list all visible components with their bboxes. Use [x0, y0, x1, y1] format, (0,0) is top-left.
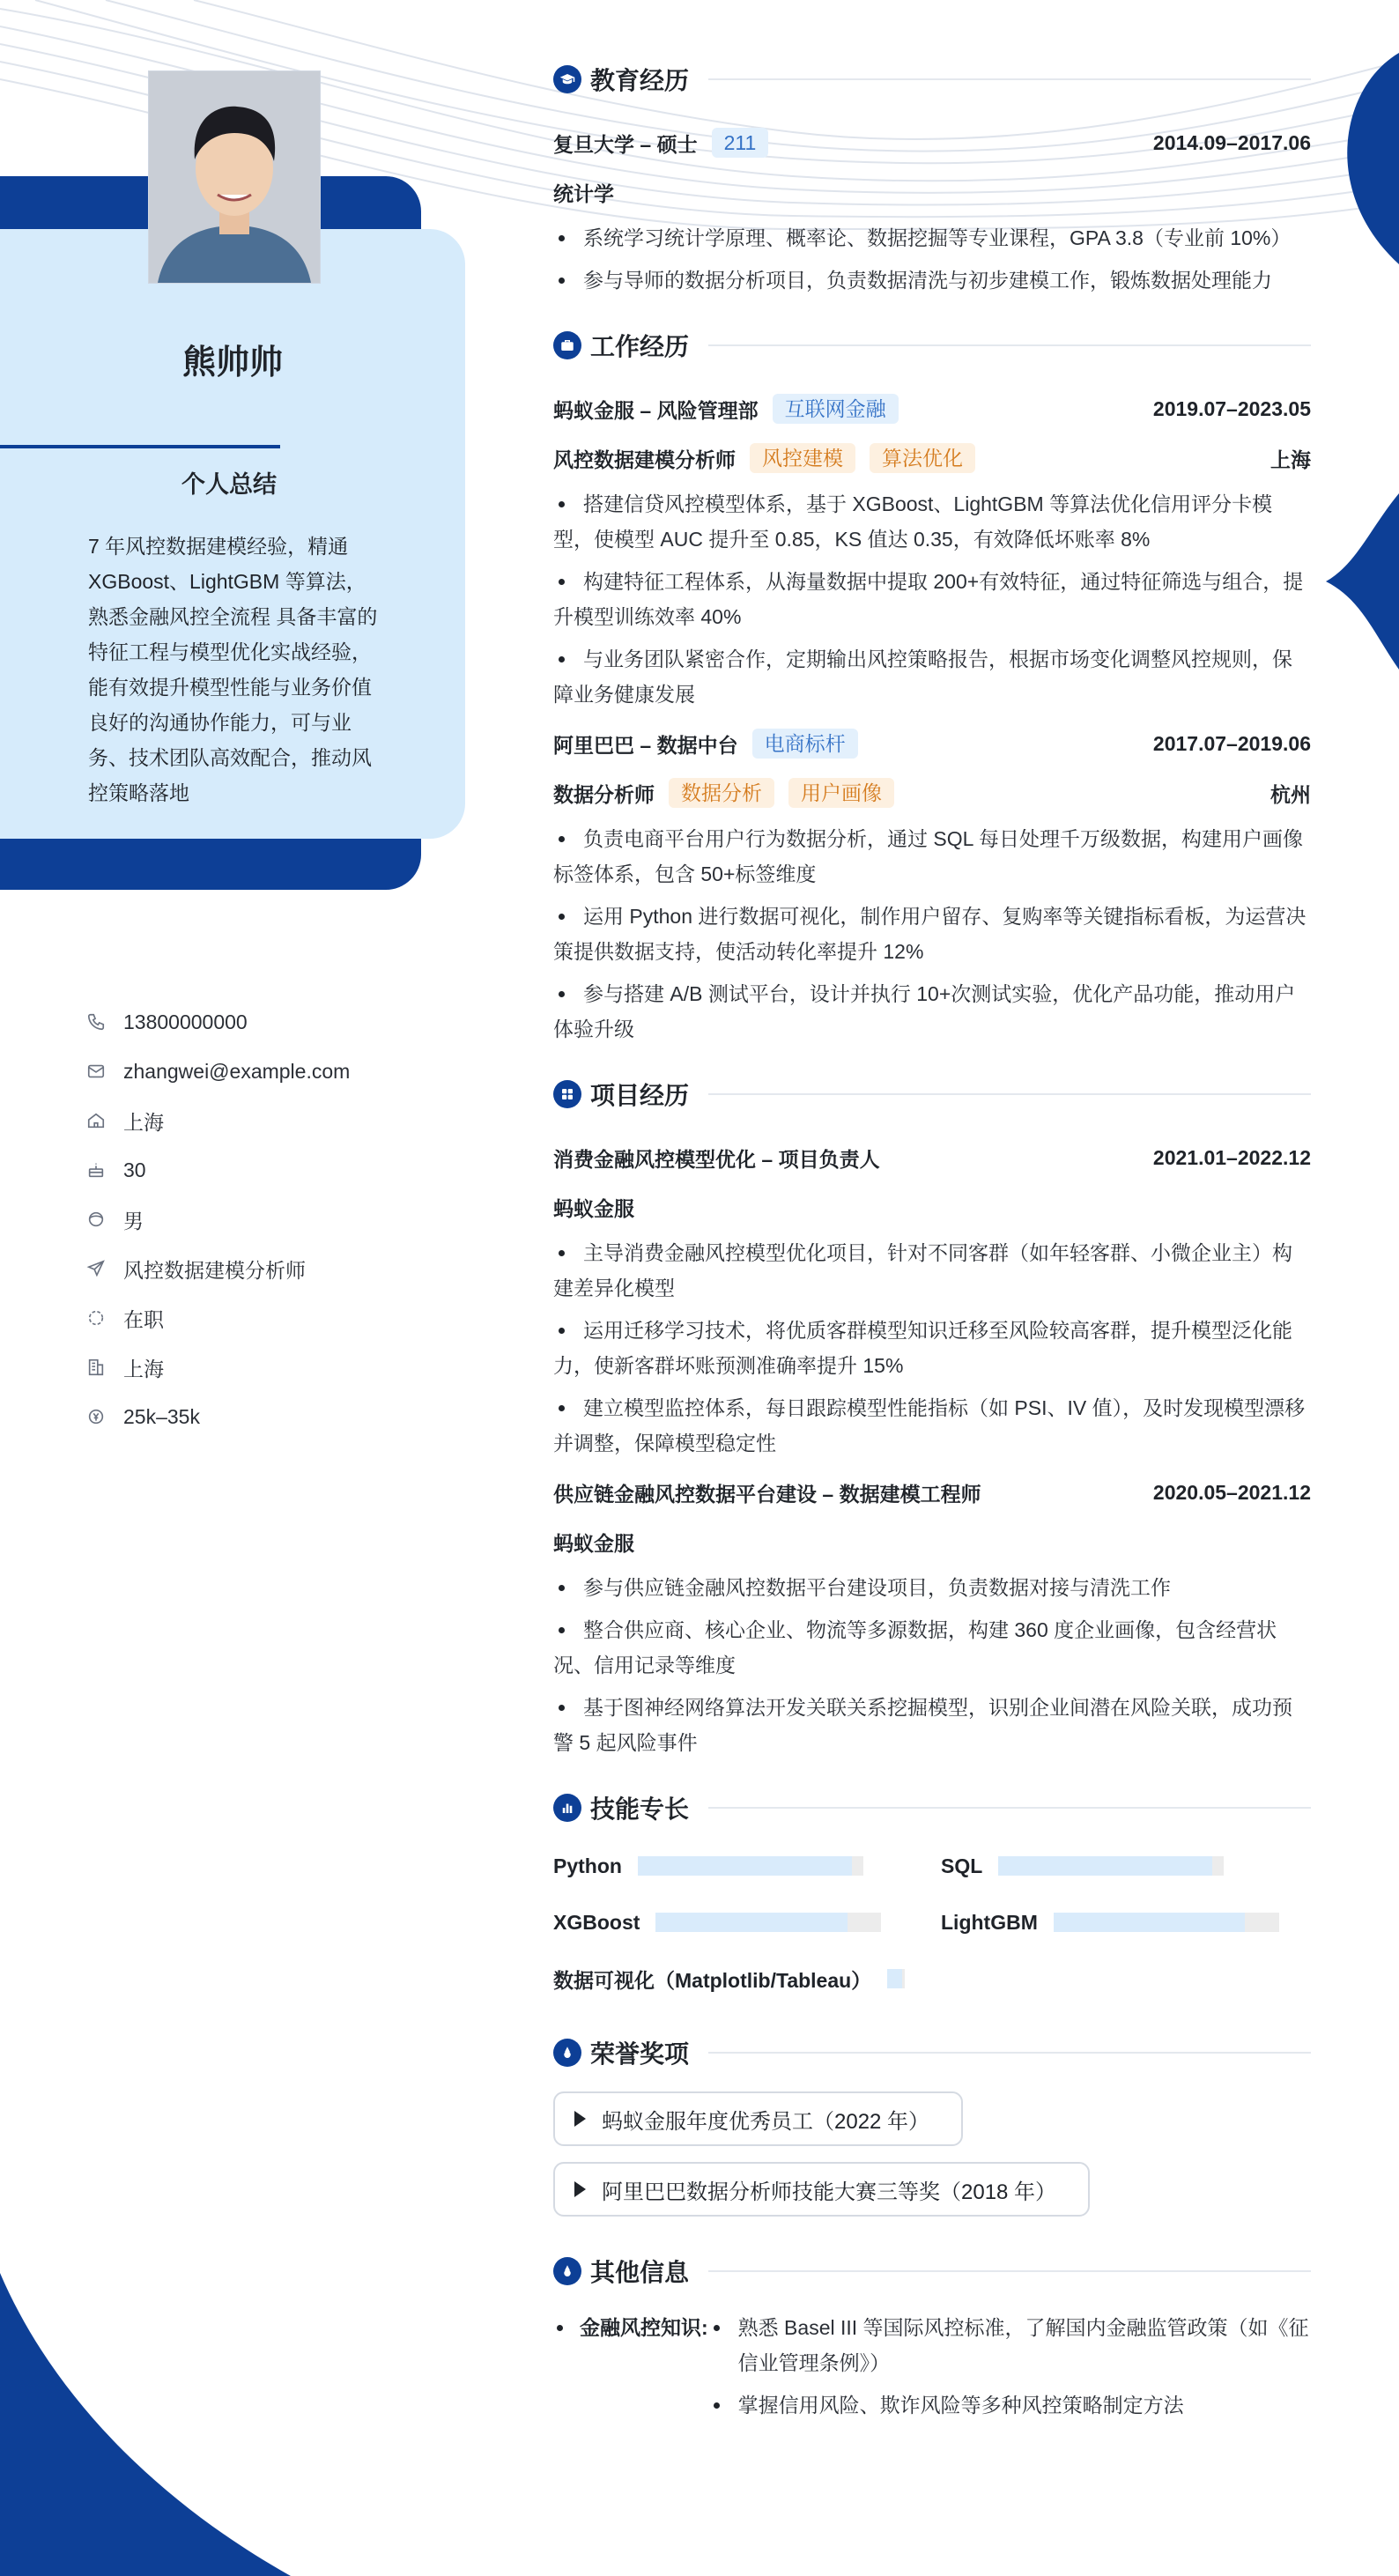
award-text: 阿里巴巴数据分析师技能大赛三等奖（2018 年）: [602, 2180, 1057, 2204]
section-header-other: [553, 2252, 1311, 2291]
section-rule: [708, 1093, 1311, 1095]
skill-item: [941, 1847, 1311, 1885]
list-item: 参与导师的数据分析项目，负责数据清洗与初步建模工作，锻炼数据处理能力: [553, 263, 1311, 298]
job-date: 2017.07–2019.06: [1152, 731, 1311, 755]
project-date: 2020.05–2021.12: [1152, 1480, 1311, 1504]
project-org-row: [553, 1517, 1311, 1566]
skill-bar: [887, 1969, 905, 1988]
skill-bar-fill: [887, 1969, 902, 1988]
list-item: 运用迁移学习技术，将优质客群模型知识迁移至风险较高客群，提升模型泛化能力，使新客群坏账预测准确率提升 15%: [553, 1313, 1311, 1383]
job-bullets: [553, 821, 1311, 1047]
info-value: 25k–35k: [123, 1404, 200, 1428]
section-header-work: [553, 326, 1311, 365]
industry-tag: 电商标杆: [752, 729, 858, 759]
info-position: [85, 1244, 350, 1293]
profile-photo: [148, 70, 321, 284]
info-phone: [85, 997, 350, 1047]
other-info: [553, 2310, 1311, 2430]
job-role: 数据分析师: [553, 782, 655, 806]
education-date: 2014.09–2017.06: [1152, 130, 1311, 154]
job-date: 2019.07–2023.05: [1152, 396, 1311, 420]
award-list: [553, 2091, 1311, 2232]
home-icon: [85, 1109, 107, 1132]
bar-chart-icon: [553, 1794, 581, 1822]
list-item: 参与搭建 A/B 测试平台，设计并执行 10+次测试实验，优化产品功能，推动用户体验升级: [553, 976, 1311, 1047]
skill-item: [553, 1847, 941, 1885]
contact-info-list: [85, 997, 350, 1441]
job-role-row: [553, 768, 1311, 818]
skill-bar: [638, 1856, 863, 1876]
skill-tag: 算法优化: [870, 443, 975, 473]
info-status: [85, 1293, 350, 1343]
info-value: 上海: [123, 1110, 164, 1134]
list-item: 构建特征工程体系，从海量数据中提取 200+有效特征，通过特征筛选与组合，提升模型训练效率 40%: [553, 564, 1311, 634]
education-major-row: [553, 167, 1311, 217]
school-name: 复旦大学 – 硕士: [553, 132, 698, 156]
send-icon: [85, 1257, 107, 1280]
info-work-city: [85, 1343, 350, 1392]
job-bullets: [553, 486, 1311, 712]
info-value: 男: [123, 1209, 144, 1232]
skill-bar-fill: [998, 1856, 1212, 1876]
job-company: 阿里巴巴 – 数据中台: [553, 733, 738, 757]
job-city: 上海: [1270, 448, 1311, 471]
info-salary: [85, 1392, 350, 1441]
section-header-skills: [553, 1788, 1311, 1827]
skill-tag: 数据分析: [669, 778, 774, 808]
job-role: 风控数据建模分析师: [553, 448, 736, 471]
project-date: 2021.01–2022.12: [1152, 1145, 1311, 1169]
list-item: 熟悉 Basel III 等国际风控标准，了解国内金融监管政策（如《征信业管理条例》）: [708, 2310, 1311, 2380]
project-header: [553, 1133, 1311, 1182]
job-company: 蚂蚁金服 – 风险管理部: [553, 398, 759, 422]
project-bullets: [553, 1235, 1311, 1461]
skills-grid: [553, 1847, 1311, 1998]
cake-icon: [85, 1158, 107, 1181]
skill-bar: [655, 1913, 881, 1932]
project-org-row: [553, 1182, 1311, 1232]
project-bullets: [553, 1570, 1311, 1760]
award-item: [553, 2091, 963, 2146]
section-title: 工作经历: [590, 333, 690, 360]
list-item: 基于图神经网络算法开发关联关系挖掘模型，识别企业间潜在风险关联，成功预警 5 起风险事件: [553, 1690, 1311, 1760]
skill-name: SQL: [941, 1854, 983, 1877]
project-org: 蚂蚁金服: [553, 1531, 634, 1555]
section-rule: [708, 2270, 1311, 2272]
skill-tag: 用户画像: [788, 778, 894, 808]
list-item: 整合供应商、核心企业、物流等多源数据，构建 360 度企业画像，包含经营状况、信用记录等维度: [553, 1612, 1311, 1683]
education-major: 统计学: [553, 181, 614, 205]
award-icon: [553, 2039, 581, 2067]
play-triangle-icon: [574, 2111, 586, 2127]
project-name: 供应链金融风控数据平台建设 – 数据建模工程师: [553, 1482, 981, 1506]
other-list: [708, 2310, 1311, 2430]
graduation-cap-icon: [553, 65, 581, 93]
info-value: 13800000000: [123, 1010, 248, 1033]
job-city: 杭州: [1270, 782, 1311, 806]
info-value: 上海: [123, 1357, 164, 1381]
section-title: 其他信息: [590, 2259, 690, 2286]
skill-tag: 风控建模: [750, 443, 855, 473]
play-triangle-icon: [574, 2181, 586, 2197]
skill-bar-fill: [655, 1913, 848, 1932]
grid-icon: [553, 1080, 581, 1108]
section-rule: [708, 344, 1311, 346]
job-role-row: [553, 433, 1311, 483]
list-item: 主导消费金融风控模型优化项目，针对不同客群（如年轻客群、小微企业主）构建差异化模型: [553, 1235, 1311, 1306]
project-header: [553, 1468, 1311, 1517]
section-title: 技能专长: [590, 1795, 690, 1823]
mail-icon: [85, 1060, 107, 1083]
phone-icon: [85, 1010, 107, 1033]
info-city: [85, 1096, 350, 1145]
list-item: 搭建信贷风控模型体系，基于 XGBoost、LightGBM 等算法优化信用评分卡模型，使模型 AUC 提升至 0.85，KS 值达 0.35，有效降低坏账率 8%: [553, 486, 1311, 557]
school-tag: 211: [712, 128, 769, 158]
skill-bar-fill: [638, 1856, 852, 1876]
building-icon: [85, 1356, 107, 1379]
section-rule: [708, 78, 1311, 80]
right-column: [553, 60, 1311, 2430]
project-name: 消费金融风控模型优化 – 项目负责人: [553, 1147, 880, 1171]
skill-name: 数据可视化（Matplotlib/Tableau）: [553, 1968, 872, 1992]
info-badge-icon: [553, 2257, 581, 2285]
profile-name: 熊帅帅: [181, 344, 283, 381]
award-text: 蚂蚁金服年度优秀员工（2022 年）: [602, 2109, 930, 2134]
section-rule: [708, 1807, 1311, 1809]
job-header: [553, 384, 1311, 433]
skill-bar: [998, 1856, 1224, 1876]
gender-icon: [85, 1208, 107, 1231]
status-icon: [85, 1307, 107, 1329]
skill-name: Python: [553, 1854, 622, 1877]
info-gender: [85, 1195, 350, 1244]
section-title: 项目经历: [590, 1082, 690, 1109]
info-value: 30: [123, 1158, 146, 1181]
list-item: 建立模型监控体系，每日跟踪模型性能指标（如 PSI、IV 值），及时发现模型漂移并调整，保障模型稳定性: [553, 1390, 1311, 1461]
list-item: 系统学习统计学原理、概率论、数据挖掘等专业课程，GPA 3.8（专业前 10%）: [553, 220, 1311, 255]
education-bullets: [553, 220, 1311, 298]
list-item: 与业务团队紧密合作，定期输出风控策略报告，根据市场变化调整风控规则，保障业务健康发展: [553, 641, 1311, 712]
info-email: [85, 1047, 350, 1096]
education-header: [553, 118, 1311, 167]
other-label: 金融风控知识:: [553, 2310, 708, 2430]
section-title: 荣誉奖项: [590, 2040, 690, 2068]
list-item: 掌握信用风险、欺诈风险等多种风控策略制定方法: [708, 2387, 1311, 2423]
salary-icon: [85, 1405, 107, 1428]
award-item: [553, 2162, 1090, 2217]
skill-name: LightGBM: [941, 1910, 1038, 1934]
skill-bar-fill: [1054, 1913, 1246, 1932]
section-title: 教育经历: [590, 67, 690, 94]
info-age: [85, 1145, 350, 1195]
project-org: 蚂蚁金服: [553, 1196, 634, 1220]
section-header-awards: [553, 2033, 1311, 2072]
section-header-education: [553, 60, 1311, 99]
industry-tag: 互联网金融: [773, 394, 899, 424]
info-value: 风控数据建模分析师: [123, 1258, 306, 1282]
summary-text: 7 年风控数据建模经验，精通 XGBoost、LightGBM 等算法，熟悉金融风控全流程 具备丰富的特征工程与模型优化实战经验，能有效提升模型性能与业务价值 良好的沟通协作能力，可与业务、技术团队高效配合，推动风控策略落地: [88, 535, 378, 804]
section-rule: [708, 2052, 1311, 2054]
skill-item: [553, 1903, 941, 1942]
list-item: 运用 Python 进行数据可视化，制作用户留存、复购率等关键指标看板，为运营决策提供数据支持，使活动转化率提升 12%: [553, 899, 1311, 969]
summary-title: 个人总结: [181, 471, 277, 498]
briefcase-icon: [553, 331, 581, 359]
list-item: 负责电商平台用户行为数据分析，通过 SQL 每日处理千万级数据，构建用户画像标签体系，包含 50+标签维度: [553, 821, 1311, 892]
list-item: 参与供应链金融风控数据平台建设项目，负责数据对接与清洗工作: [553, 1570, 1311, 1605]
info-value: 在职: [123, 1307, 164, 1331]
skill-item: [553, 1959, 941, 1998]
info-value: zhangwei@example.com: [123, 1059, 351, 1083]
section-header-projects: [553, 1075, 1311, 1114]
skill-item: [941, 1903, 1311, 1942]
left-column: [0, 0, 476, 2576]
summary-divider: [0, 445, 280, 448]
skill-bar: [1054, 1913, 1279, 1932]
skill-name: XGBoost: [553, 1910, 640, 1934]
job-header: [553, 719, 1311, 768]
